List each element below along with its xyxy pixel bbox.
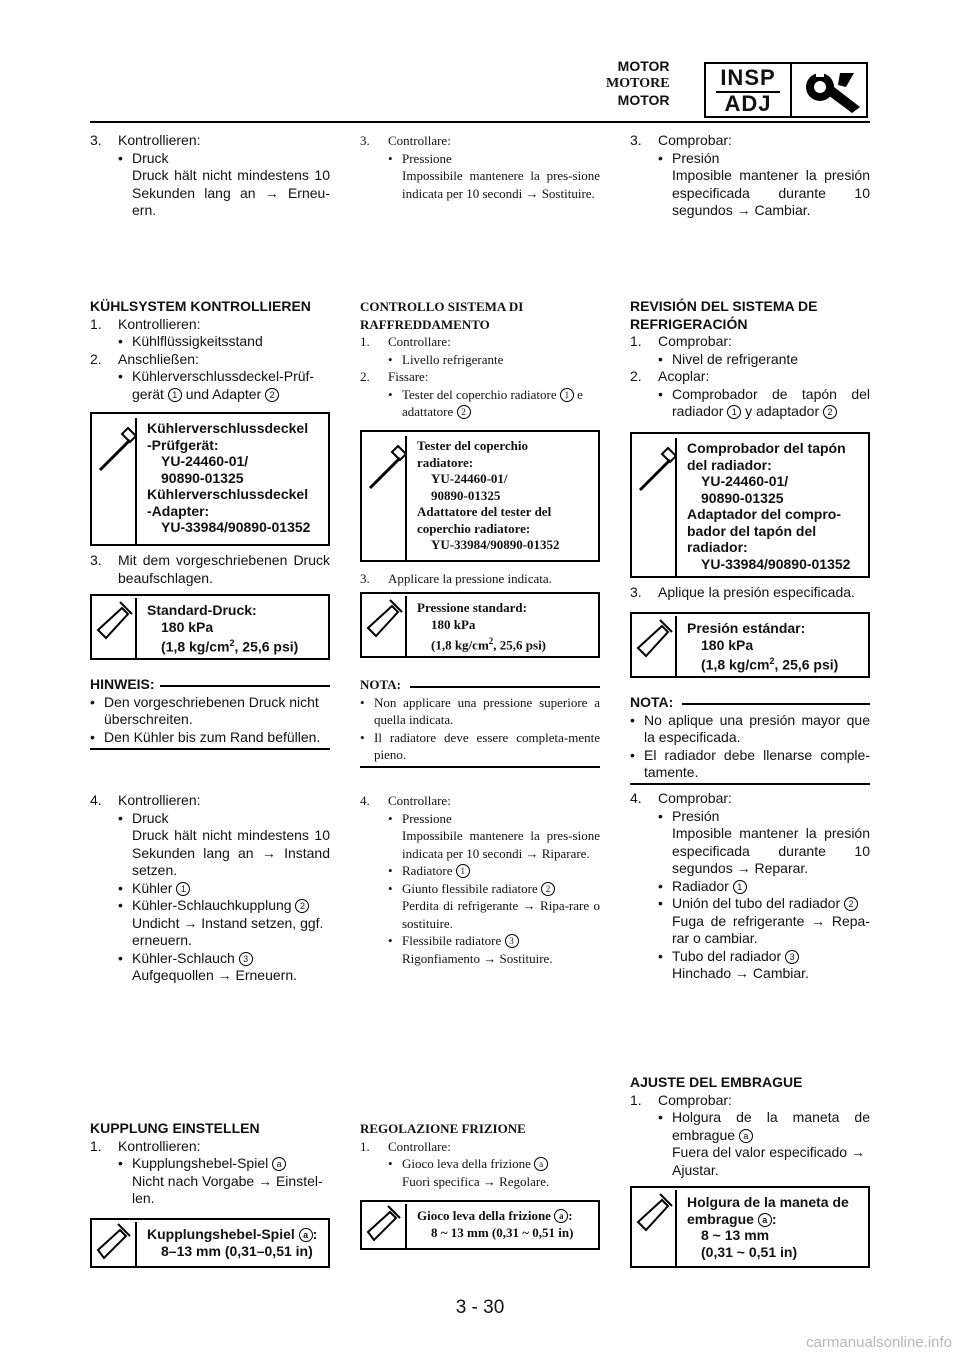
bullet-item: Presión xyxy=(672,149,720,166)
bullet-item: Kühler-Schlauchkupplung xyxy=(132,897,292,913)
es-tool-spec-box xyxy=(630,432,870,578)
note-item: El radiador debe llenarse comple-tamente. xyxy=(644,746,870,780)
section-title-de: MOTOR xyxy=(617,58,670,74)
note-rule-top xyxy=(160,685,330,687)
callout-marker: 2 xyxy=(295,899,309,913)
bullet-item: Tester del coperchio radiatore xyxy=(402,386,557,402)
step-number: 4. xyxy=(630,790,642,806)
callout-marker: 2 xyxy=(844,897,858,911)
step-text: Applicare la pressione indicata. xyxy=(388,571,552,586)
insp-adj-badge xyxy=(704,62,868,118)
de-tool-spec-box xyxy=(90,412,330,546)
bullet-item: Gioco leva della frizione xyxy=(402,1156,531,1171)
step-number: 1. xyxy=(360,334,370,349)
bullet-item: Kühlflüssigkeitsstand xyxy=(132,333,263,349)
de-clutch-spec-box xyxy=(90,1218,330,1268)
step-number: 3. xyxy=(630,132,642,148)
callout-marker: 2 xyxy=(265,388,279,402)
de-step4-block: 4. Kontrollieren: • Druck Druck hält nicht mindestens 10 Sekunden lang an → Instand setzen. • Kühler 1 • Kühler-Schlauchkupplung 2 Undicht → Instand setzen, ggf. erneuern. • Kühler-Schlauch 3 Aufgequollen → Erneuern. xyxy=(90,792,330,983)
bullet-item: Kühlerverschlussdeckel-Prüf-gerät xyxy=(132,368,315,402)
it-pressure-spec-box xyxy=(360,592,600,658)
bullet-item: Kühler xyxy=(132,879,173,896)
es-clutch-block: AJUSTE DEL EMBRAGUE 1. Comprobar: • Holgura de la maneta de embrague a Fuera del valor especificado → Ajustar. xyxy=(630,1074,870,1178)
step-number: 2. xyxy=(630,368,642,384)
callout-marker: a xyxy=(554,1209,568,1223)
step-lead: Comprobar: xyxy=(658,790,732,806)
spec-value: 180 kPa xyxy=(431,616,476,632)
step-lead: Controllare: xyxy=(388,793,451,808)
callout-marker: a xyxy=(758,1213,772,1227)
tool-name: coperchio radiatore: xyxy=(417,520,531,536)
bullet-item: Kupplungshebel-Spiel xyxy=(132,1155,269,1171)
bullet-item: Giunto flessibile radiatore xyxy=(402,880,538,896)
bullet-item: Unión del tubo del radiador xyxy=(672,895,841,911)
de-clutch-title: KUPPLUNG EINSTELLEN xyxy=(90,1120,260,1136)
es-cooling-title: REVISIÓN DEL SISTEMA DE xyxy=(630,298,818,314)
callout-marker: 3 xyxy=(505,934,519,948)
part-number: 90890-01325 xyxy=(161,469,244,486)
spec-value: (0,31 ~ 0,51 in) xyxy=(701,1243,798,1260)
bullet-item: Presión xyxy=(672,807,720,824)
spec-value: (1,8 kg/cm xyxy=(701,656,770,673)
step-lead: Comprobar: xyxy=(658,1091,732,1108)
spec-value: 180 kPa xyxy=(701,636,754,653)
step-number: 1. xyxy=(630,1091,642,1108)
part-number: YU-24460-01/ xyxy=(431,471,508,486)
bullet-item: Pressione xyxy=(402,810,452,826)
part-number: YU-33984/90890-01352 xyxy=(431,537,560,552)
note-item: Non applicare una pressione superiore a quella indicata. xyxy=(374,694,600,727)
spec-label: embrague xyxy=(687,1210,754,1227)
spec-wrench-icon xyxy=(632,614,680,680)
spec-label: Presión estándar: xyxy=(687,620,806,636)
bullet-detail: Druck hält nicht mindestens 10 Sekunden lang an → Instand setzen. xyxy=(132,827,330,878)
part-number: YU-24460-01/ xyxy=(701,473,789,489)
bullet-detail: Perdita di refrigerante → Ripa-rare o sostituire. xyxy=(402,898,600,931)
it-clutch-block: REGOLAZIONE FRIZIONE 1. Controllare: • Gioco leva della frizione a Fuori specifica → Regolare. xyxy=(360,1120,600,1190)
bullet-item-cont: e adattatore xyxy=(402,386,583,419)
step-number: 3. xyxy=(90,552,102,568)
bullet-detail: Fuera del valor especificado → Ajustar. xyxy=(672,1144,865,1178)
note-rule-top xyxy=(410,686,600,688)
it-cooling-title: CONTROLLO SISTEMA DI xyxy=(360,299,524,314)
bullet-item: Livello refrigerante xyxy=(402,351,504,367)
bullet-item: Nivel de refrigerante xyxy=(672,350,799,367)
tool-name: Comprobador del tapón xyxy=(687,440,846,456)
tool-name: Kühlerverschlussdeckel xyxy=(147,486,309,502)
callout-marker: 2 xyxy=(823,405,837,419)
spec-label: Holgura de la maneta de xyxy=(687,1194,849,1210)
callout-marker: 1 xyxy=(560,388,574,402)
es-clutch-spec-box xyxy=(630,1186,870,1268)
callout-marker: 2 xyxy=(541,882,555,896)
bullet-detail: Imposible mantener la presión especificada durante 10 segundos → Reparar. xyxy=(672,825,870,876)
superscript: 2 xyxy=(769,656,775,666)
step-lead: Fissare: xyxy=(388,369,429,384)
tool-name: Kühlerverschlussdeckel xyxy=(147,420,309,436)
badge-bottom-label: ADJ xyxy=(724,91,772,116)
step-number: 1. xyxy=(90,1137,102,1154)
bullet-item-cont: y adaptador xyxy=(745,403,820,419)
note-item: Den vorgeschriebenen Druck nicht überschreiten. xyxy=(104,693,319,727)
callout-marker: a xyxy=(534,1157,548,1171)
step-number: 3. xyxy=(630,584,642,600)
spec-value: , 25,6 psi) xyxy=(493,637,547,653)
bullet-item: Holgura de la maneta de embrague xyxy=(672,1109,870,1143)
spec-label: Gioco leva della frizione xyxy=(417,1208,551,1223)
callout-marker: a xyxy=(299,1228,313,1242)
note-rule-bottom xyxy=(630,783,870,785)
step-number: 4. xyxy=(360,793,370,808)
bullet-item: Tubo del radiador xyxy=(672,947,782,964)
step-lead: Controllare: xyxy=(388,1138,451,1154)
tool-name: radiador: xyxy=(687,539,748,555)
bullet-detail: Fuori specifica → Regolare. xyxy=(402,1173,550,1189)
header-rule xyxy=(90,121,870,123)
step-lead: Kontrollieren: xyxy=(118,1137,201,1154)
tool-name: Adattatore del tester del xyxy=(417,504,552,519)
de-cooling-block: KÜHLSYSTEM KONTROLLIEREN 1. Kontrollieren: • Kühlflüssigkeitsstand 2. Anschließen: • Kühlerverschlussdeckel-Prüf-gerät 1 und Adapter 2 xyxy=(90,298,330,403)
step-text: Mit dem vorgeschriebenen Druck beaufschlagen. xyxy=(118,552,330,586)
step-lead: Controllare: xyxy=(388,133,451,148)
callout-marker: 1 xyxy=(168,388,182,402)
de-cooling-title: KÜHLSYSTEM KONTROLLIEREN xyxy=(90,298,311,314)
tool-icon xyxy=(632,434,680,580)
bullet-item: Druck xyxy=(132,149,169,166)
tool-name: del radiador: xyxy=(687,456,772,473)
spec-label-colon: : xyxy=(771,1210,777,1227)
spec-label: Pressione standard: xyxy=(417,600,527,615)
de-note-block: HINWEIS: • Den vorgeschriebenen Druck nicht überschreiten. • Den Kühler bis zum Rand befüllen. xyxy=(90,676,330,746)
step-number: 2. xyxy=(90,350,102,367)
tool-name: -Prüfgerät: xyxy=(147,436,219,453)
superscript: 2 xyxy=(229,638,235,648)
note-title: HINWEIS: xyxy=(90,676,155,692)
callout-marker: 2 xyxy=(457,405,471,419)
section-title-it: MOTORE xyxy=(606,76,670,91)
step-number: 1. xyxy=(90,315,102,332)
spec-wrench-icon xyxy=(92,596,140,662)
note-rule-bottom xyxy=(90,748,330,750)
it-cooling-title-2: RAFFREDDAMENTO xyxy=(360,316,490,332)
bullet-item: Radiador xyxy=(672,877,729,894)
es-cooling-title-2: REFRIGERACIÓN xyxy=(630,315,748,332)
bullet-detail: Hinchado → Cambiar. xyxy=(672,965,809,981)
bullet-detail: Undicht → Instand setzen, ggf. erneuern. xyxy=(132,914,324,948)
spec-wrench-icon xyxy=(362,594,410,660)
bullet-item: Druck xyxy=(132,809,169,826)
bullet-detail: Aufgequollen → Erneuern. xyxy=(132,967,297,983)
step-number: 1. xyxy=(630,333,642,349)
tool-name: radiatore: xyxy=(417,454,474,470)
es-step3b xyxy=(630,584,870,602)
callout-marker: 1 xyxy=(727,405,741,419)
note-rule-top xyxy=(682,703,870,705)
it-step3b xyxy=(360,570,600,588)
bullet-detail: Nicht nach Vorgabe → Einstel-len. xyxy=(132,1172,323,1206)
step-text: Aplique la presión especificada. xyxy=(658,584,855,600)
bullet-item: Comprobador de tapón del radiador xyxy=(672,385,870,419)
badge-top-label: INSP xyxy=(720,65,776,90)
step-lead: Kontrollieren: xyxy=(118,792,201,808)
es-step4-block: 4. Comprobar: • Presión Imposible mantener la presión especificada durante 10 segundos → Reparar. • Radiador 1 • Unión del tubo del radiador 2 Fuga de refrigerante → Repa-rar o cambiar. • Tubo del radiador 3 Hinchado → Cambiar. xyxy=(630,790,870,981)
note-item: Il radiatore deve essere completa-mente pieno. xyxy=(374,729,600,762)
es-cooling-block: REVISIÓN DEL SISTEMA DE REFRIGERACIÓN 1. Comprobar: • Nivel de refrigerante 2. Acoplar: • Comprobador de tapón del radiador 1 y adaptador 2 xyxy=(630,298,870,419)
step-lead: Comprobar: xyxy=(658,333,732,349)
spec-value: , 25,6 psi) xyxy=(774,656,839,673)
bullet-item: Pressione xyxy=(402,150,452,166)
bullet-detail: Druck hält nicht mindestens 10 Sekunden lang an → Erneu-ern. xyxy=(132,167,330,218)
step-lead: Kontrollieren: xyxy=(118,315,201,332)
superscript: 2 xyxy=(488,636,494,646)
note-item: No aplique una presión mayor que la especificada. xyxy=(644,711,870,745)
spec-label-colon: : xyxy=(568,1208,573,1223)
bullet-detail: Imposible mantener la presión especificada durante 10 segundos → Cambiar. xyxy=(672,167,870,218)
es-pressure-spec-box xyxy=(630,612,870,678)
step-lead: Kontrollieren: xyxy=(118,132,201,148)
spec-value: 8 ~ 13 mm xyxy=(701,1227,770,1243)
section-title-es: MOTOR xyxy=(617,92,670,108)
callout-marker: 1 xyxy=(176,882,190,896)
it-clutch-spec-box xyxy=(360,1200,600,1250)
step-lead: Comprobar: xyxy=(658,132,732,148)
callout-marker: a xyxy=(272,1157,286,1171)
step-number: 3. xyxy=(360,571,370,586)
callout-marker: a xyxy=(739,1129,753,1143)
de-step3b xyxy=(90,552,330,587)
de-clutch-block: KUPPLUNG EINSTELLEN 1. Kontrollieren: • Kupplungshebel-Spiel a Nicht nach Vorgabe → Einstel-len. xyxy=(90,1120,330,1208)
it-step4-block: 4. Controllare: • Pressione Impossibile mantenere la pres-sione indicata per 10 secondi → Riparare. • Radiatore 1 • Giunto flessibile radiatore 2 Perdita di refrigerante → Ripa-rare o sostituire. • Flessibile radiatore 3 Rigonfiamento → Sostituire. xyxy=(360,793,600,966)
tool-name: bador del tapón del xyxy=(687,522,817,539)
step-lead: Controllare: xyxy=(388,334,451,349)
es-clutch-title: AJUSTE DEL EMBRAGUE xyxy=(630,1074,803,1090)
es-step3-block: 3. Comprobar: • Presión Imposible mantener la presión especificada durante 10 segundos → Cambiar. xyxy=(630,132,870,218)
callout-marker: 1 xyxy=(733,880,747,894)
spec-value: 180 kPa xyxy=(161,618,214,635)
bullet-detail: Impossibile mantenere la pres-sione indicata per 10 secondi → Sostituire. xyxy=(402,168,600,201)
bullet-detail: Fuga de refrigerante → Repa-rar o cambiar. xyxy=(672,912,870,946)
step-lead: Anschließen: xyxy=(118,350,199,367)
it-cooling-block: CONTROLLO SISTEMA DI RAFFREDDAMENTO 1. Controllare: • Livello refrigerante 2. Fissare: • Tester del coperchio radiatore 1 e adattatore 2 xyxy=(360,298,600,421)
de-step3-block: 3. Kontrollieren: • Druck Druck hält nicht mindestens 10 Sekunden lang an → Erneu-ern. xyxy=(90,132,330,218)
badge-separator xyxy=(790,64,792,116)
spec-label: Standard-Druck: xyxy=(147,602,257,618)
es-note-block: NOTA: • No aplique una presión mayor que la especificada. • El radiador debe llenarse comple-tamente. xyxy=(630,694,870,780)
bullet-detail: Impossibile mantenere la pres-sione indicata per 10 secondi → Riparare. xyxy=(402,828,600,861)
step-number: 2. xyxy=(360,369,370,384)
spec-value: 8–13 mm (0,31–0,51 in) xyxy=(161,1242,313,1259)
bullet-item: Kühler-Schlauch xyxy=(132,949,235,966)
part-number: YU-33984/90890-01352 xyxy=(701,555,851,572)
de-pressure-spec-box xyxy=(90,594,330,660)
spec-label: Kupplungshebel-Spiel xyxy=(147,1226,295,1242)
spec-label-colon: : xyxy=(312,1226,318,1242)
part-number: 90890-01325 xyxy=(701,489,784,506)
spec-value: 8 ~ 13 mm (0,31 ~ 0,51 in) xyxy=(431,1224,574,1240)
note-rule-bottom xyxy=(360,766,600,768)
wrench-icon xyxy=(794,67,866,115)
bullet-item: Flessibile radiatore xyxy=(402,933,502,948)
note-title: NOTA: xyxy=(360,677,401,692)
step-number: 1. xyxy=(360,1138,370,1154)
part-number: YU-24460-01/ xyxy=(161,453,249,469)
step-lead: Acoplar: xyxy=(658,368,710,384)
tool-icon xyxy=(362,432,410,564)
callout-marker: 3 xyxy=(239,952,253,966)
it-clutch-title: REGOLAZIONE FRIZIONE xyxy=(360,1121,526,1136)
tool-name: Adaptador del compro- xyxy=(687,506,842,522)
callout-marker: 3 xyxy=(785,950,799,964)
tool-name: Tester del coperchio xyxy=(417,438,528,453)
spec-wrench-icon xyxy=(92,1220,140,1270)
spec-value: (1,8 kg/cm xyxy=(431,637,489,653)
watermark: carmanualsonline.info xyxy=(806,1334,952,1351)
spec-wrench-icon xyxy=(632,1188,680,1270)
it-note-block: NOTA: • Non applicare una pressione superiore a quella indicata. • Il radiatore deve essere completa-mente pieno. xyxy=(360,677,600,762)
tool-name: -Adapter: xyxy=(147,502,210,519)
step-number: 3. xyxy=(360,133,370,148)
note-item: Den Kühler bis zum Rand befüllen. xyxy=(104,728,321,745)
bullet-detail: Rigonfiamento → Sostituire. xyxy=(402,950,553,966)
spec-value: , 25,6 psi) xyxy=(234,638,299,655)
tool-icon xyxy=(92,414,140,548)
spec-value: (1,8 kg/cm xyxy=(161,638,230,655)
step-number: 4. xyxy=(90,792,102,808)
note-title: NOTA: xyxy=(630,694,674,710)
part-number: YU-33984/90890-01352 xyxy=(161,519,311,535)
callout-marker: 1 xyxy=(456,864,470,878)
section-title-block xyxy=(606,58,670,109)
bullet-item: Radiatore xyxy=(402,863,453,878)
it-tool-spec-box xyxy=(360,430,600,562)
page-number: 3 - 30 xyxy=(455,1297,505,1318)
step-number: 3. xyxy=(90,132,102,148)
part-number: 90890-01325 xyxy=(431,487,501,503)
spec-wrench-icon xyxy=(362,1202,410,1252)
it-step3-block: 3. Controllare: • Pressione Impossibile mantenere la pres-sione indicata per 10 secondi → Sostituire. xyxy=(360,133,600,201)
bullet-item-cont: und Adapter xyxy=(185,385,262,402)
